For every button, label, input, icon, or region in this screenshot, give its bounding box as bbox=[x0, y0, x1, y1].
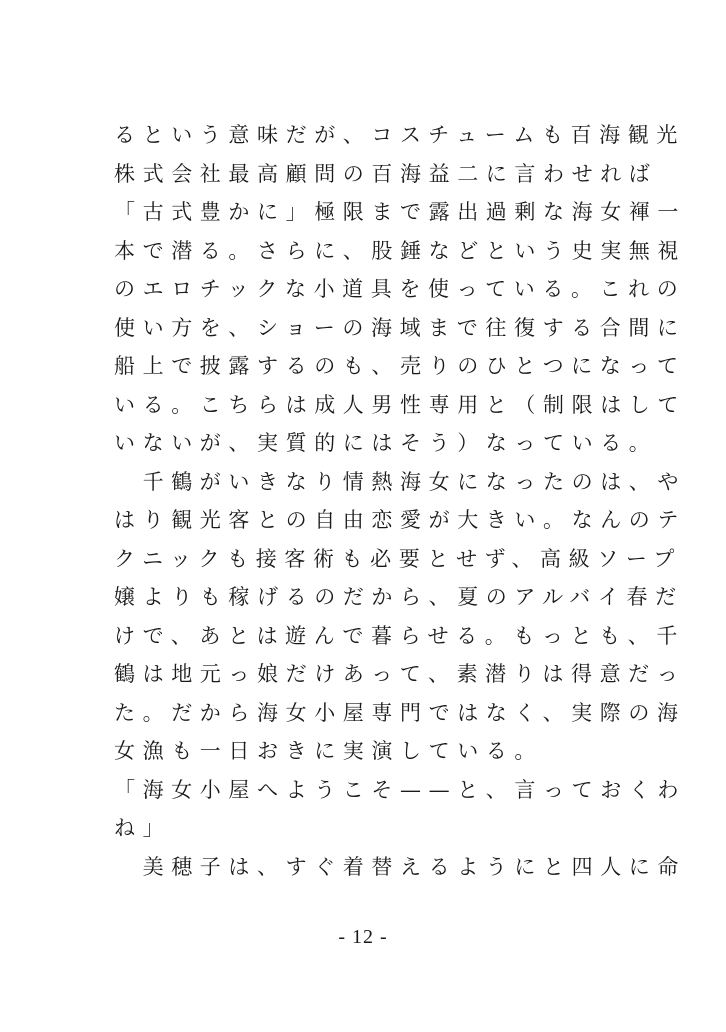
text-line: 女漁も一日おきに実演している。 bbox=[114, 739, 543, 763]
text-line: はり観光客との自由恋愛が大きい。なんのテ bbox=[114, 508, 686, 532]
text-line: のエロチックな小道具を使っている。これの bbox=[114, 277, 686, 301]
text-line: 鶴は地元っ娘だけあって、素潜りは得意だっ bbox=[114, 662, 686, 686]
text-line: クニックも接客術も必要とせず、高級ソープ bbox=[114, 546, 683, 571]
text-line: 千鶴がいきなり情熱海女になったのは、や bbox=[114, 469, 686, 494]
text-line: 株式会社最高顧問の百海益二に言わせれば bbox=[114, 161, 658, 186]
text-line: た。だから海女小屋専門ではなく、実際の海 bbox=[114, 700, 686, 725]
text-line: 嬢よりも稼げるのだから、夏のアルバイ春だ bbox=[114, 585, 684, 609]
text-line: いないが、実質的にはそう）なっている。 bbox=[114, 431, 658, 455]
text-line: 船上で披露するのも、売りのひとつになって bbox=[114, 354, 686, 378]
text-line: るという意味だが、コスチュームも百海観光 bbox=[114, 123, 685, 147]
text-line: ね」 bbox=[114, 816, 172, 840]
text-line: 美穂子は、すぐ着替えるようにと四人に命 bbox=[114, 854, 686, 879]
text-line: 使い方を、ショーの海域まで往復する合間に bbox=[114, 315, 686, 340]
body-text bbox=[114, 116, 686, 886]
text-line: 本で潜る。さらに、股錘などという史実無視 bbox=[114, 238, 686, 263]
page-number: - 12 - bbox=[338, 926, 388, 948]
text-line: いる。こちらは成人男性専用と（制限はして bbox=[114, 392, 686, 417]
text-line: けで、あとは遊んで暮らせる。もっとも、千 bbox=[114, 623, 685, 648]
text-line: 「古式豊かに」極限まで露出過剰な海女褌一 bbox=[114, 200, 686, 224]
text-line: 「海女小屋へようこそ——と、言っておくわ bbox=[114, 777, 686, 802]
